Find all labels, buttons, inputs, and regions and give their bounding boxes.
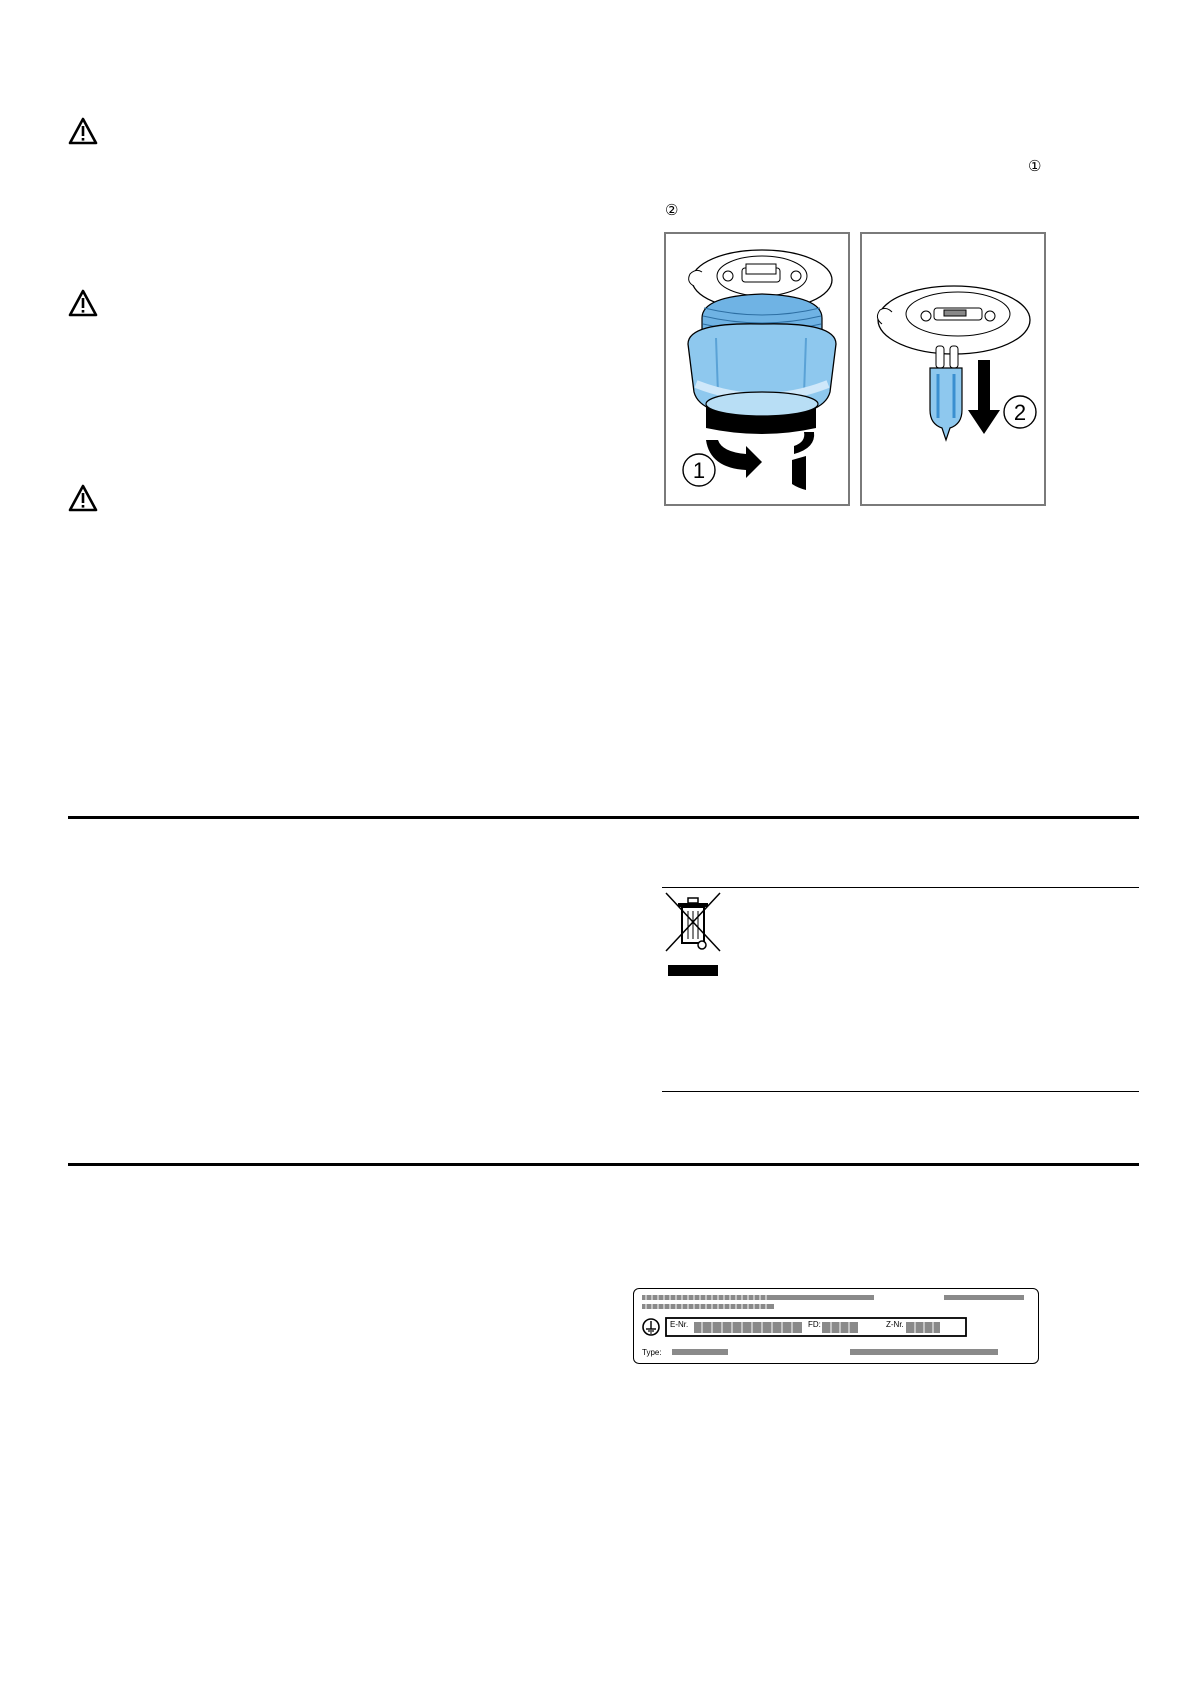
rating-plate-graphic <box>634 1289 1037 1362</box>
figure-remove-bulb <box>860 232 1046 506</box>
z-nr-label: Z-Nr. <box>886 1320 904 1329</box>
bulb-removal-illustration <box>862 234 1044 504</box>
warning-triangle-icon <box>68 289 98 317</box>
section-divider <box>68 1163 1139 1166</box>
warning-triangle-icon <box>68 117 98 145</box>
ground-symbol-icon <box>643 1319 659 1335</box>
disposal-box-bottom-rule <box>662 1091 1139 1092</box>
step-marker-1: ① <box>1028 158 1042 175</box>
callout-2: 2 <box>1013 400 1027 425</box>
rating-plate <box>633 1288 1039 1364</box>
callout-1: 1 <box>692 458 706 483</box>
e-nr-label: E-Nr. <box>670 1320 689 1329</box>
fd-label: FD: <box>808 1320 821 1329</box>
disposal-box-top-rule <box>662 887 1139 888</box>
section-divider <box>68 816 1139 819</box>
figure-unscrew-cover <box>664 232 850 506</box>
step-marker-2: ② <box>665 202 679 219</box>
lamp-cover-illustration <box>666 234 848 504</box>
type-label: Type: <box>642 1348 662 1357</box>
crossed-out-bin-icon <box>664 891 722 977</box>
warning-triangle-icon <box>68 484 98 512</box>
